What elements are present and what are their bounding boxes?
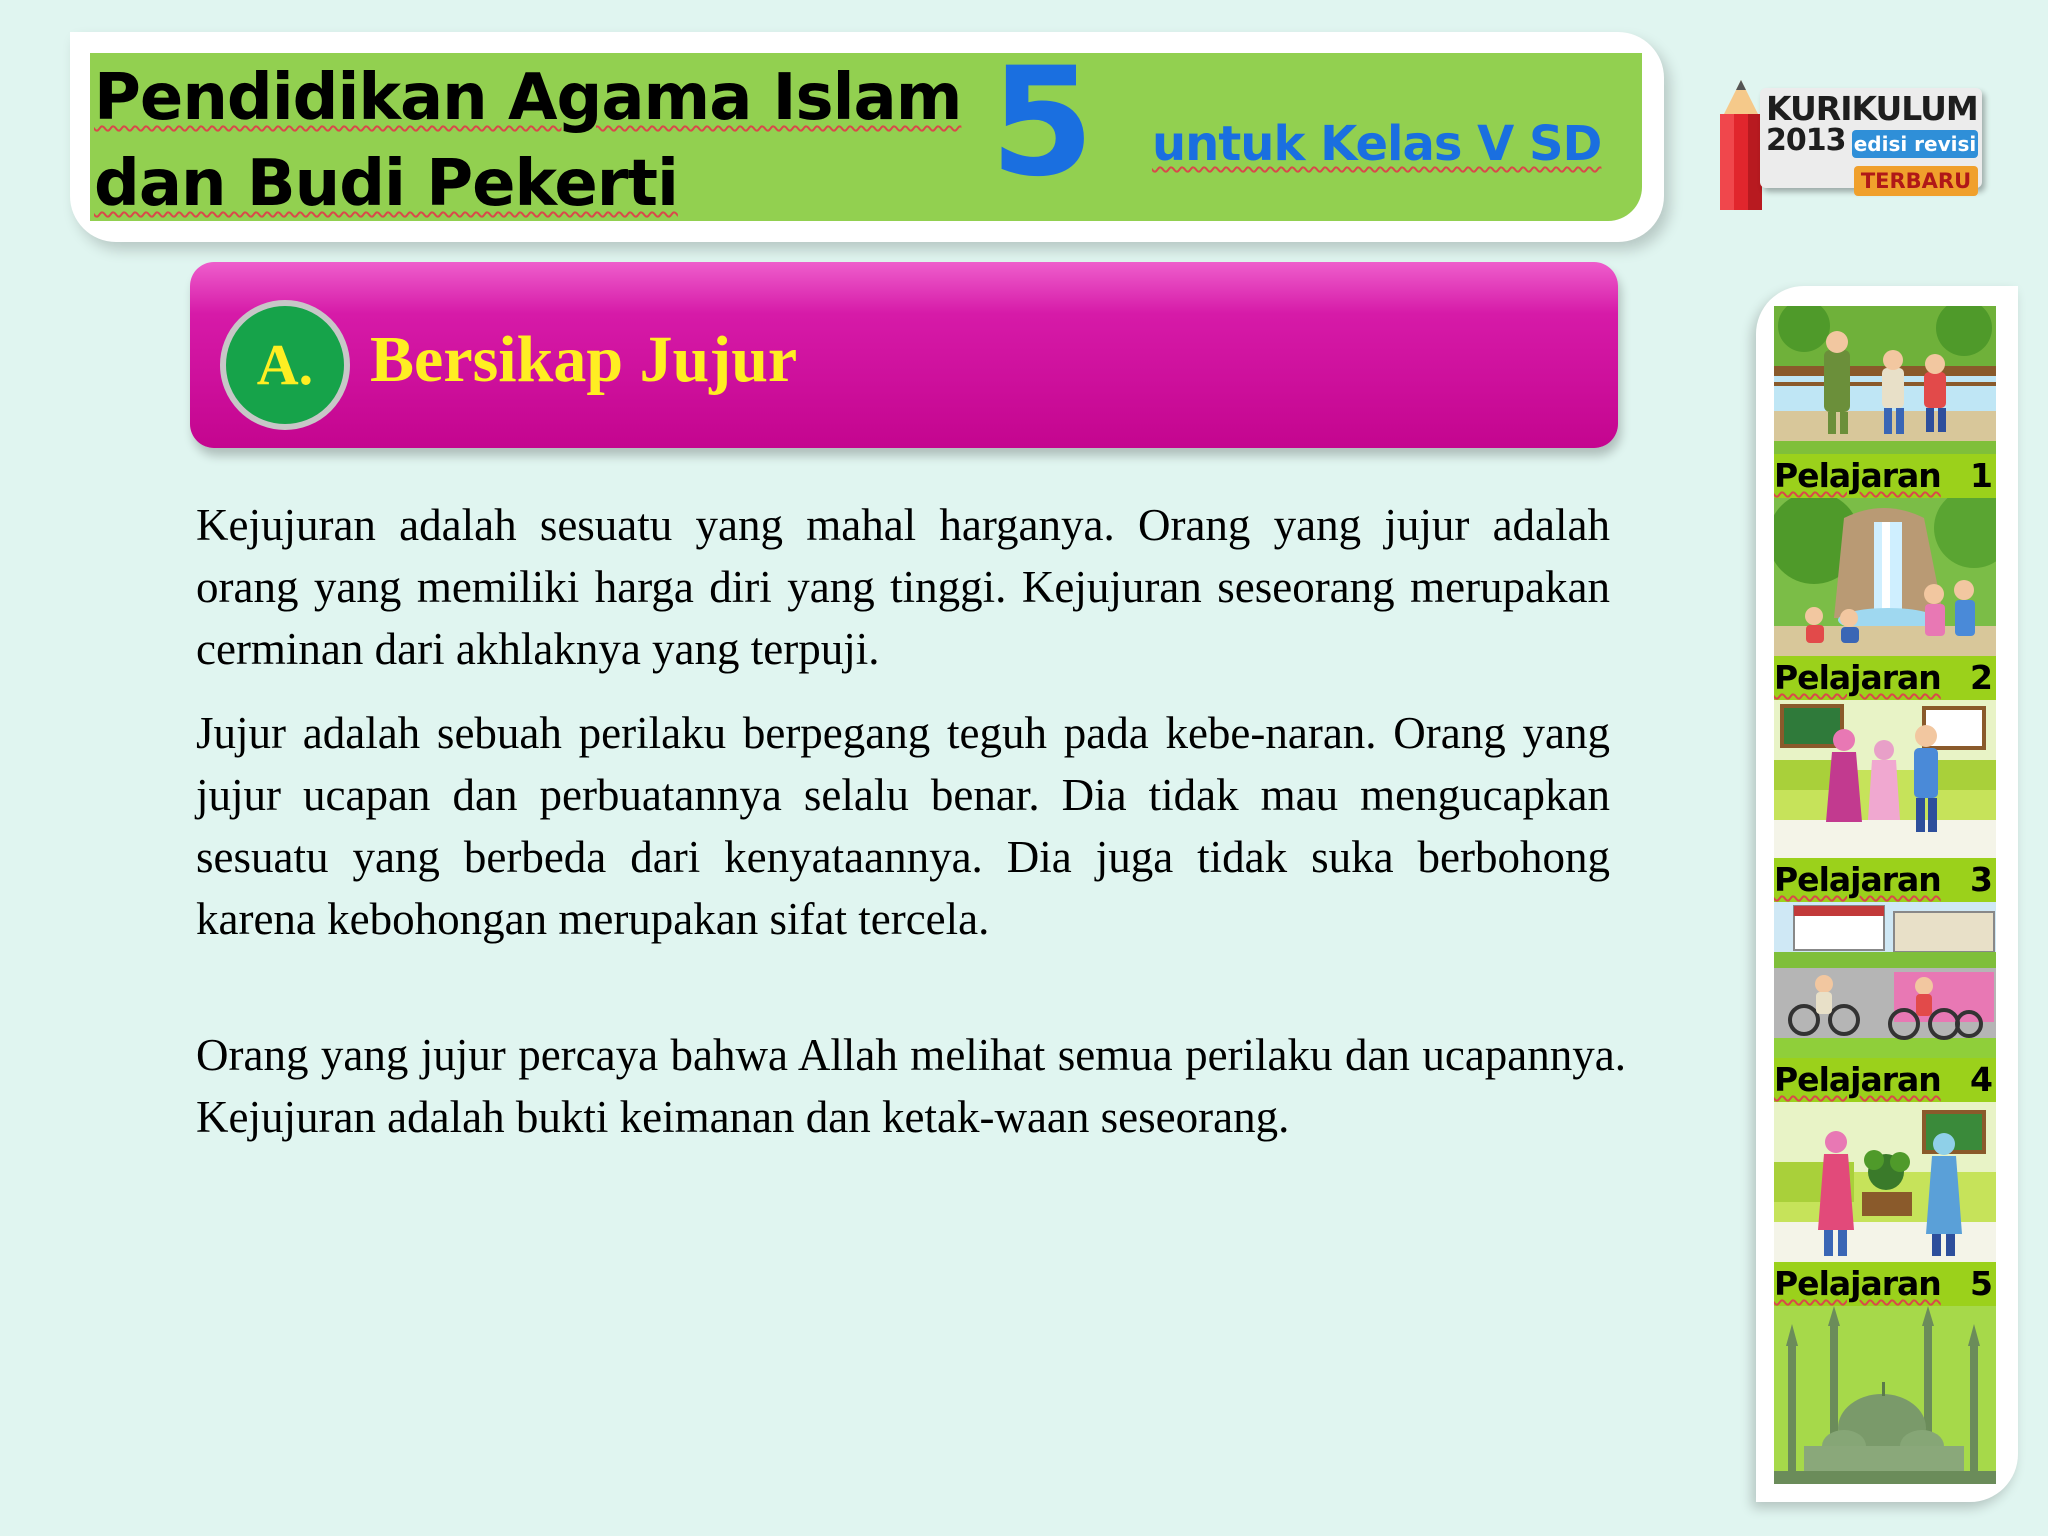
lesson-2-thumbnail[interactable] [1774,498,1996,658]
lesson-2-link[interactable]: Pelajaran 2 [1774,656,1996,700]
lesson-5-thumbnail[interactable] [1774,1102,1996,1266]
lesson-1-thumbnail[interactable] [1774,306,1996,456]
lesson-4-thumbnail[interactable] [1774,902,1996,1064]
badge-title: KURIKULUM [1766,89,1978,128]
section-letter: A. [220,300,350,430]
lesson-sidebar [1774,306,1996,1484]
paragraph-3: Orang yang jujur percaya bahwa Allah melihat semua perilaku dan ucapannya. Kejujuran adalah bukti keimanan dan ketak-waan seseorang. [196,1030,1626,1142]
mosque-illustration [1774,1306,1996,1484]
lesson-5-link[interactable]: Pelajaran 5 [1774,1262,1996,1306]
badge-edition: edisi revisi [1853,132,1977,156]
lesson-4-link[interactable]: Pelajaran 4 [1774,1058,1996,1102]
grade-label: untuk Kelas V SD [1152,116,1602,172]
lesson-3-thumbnail[interactable] [1774,700,1996,860]
paragraph-2: Jujur adalah sebuah perilaku berpegang teguh pada kebe-naran. Orang yang jujur ucapan dan perbuatannya selalu benar. Dia tidak mau mengucapkan sesuatu yang berbeda dari kenyataannya. Dia juga tidak suka berbohong karena kebohongan merupakan sifat tercela. [196,708,1610,944]
badge-new-tag: TERBARU [1854,166,1978,196]
lesson-3-link[interactable]: Pelajaran 3 [1774,858,1996,902]
lesson-1-link[interactable]: Pelajaran 1 [1774,454,1996,498]
badge-year: 2013 [1766,123,1846,158]
book-title-line-2: dan Budi Pekerti [94,147,678,221]
book-title-line-1: Pendidikan Agama Islam [94,61,962,135]
section-title: Bersikap Jujur [370,323,798,396]
grade-number: 5 [990,36,1095,210]
paragraph-1: Kejujuran adalah sesuatu yang mahal harganya. Orang yang jujur adalah orang yang memiliki harga diri yang tinggi. Kejujuran seseorang merupakan cerminan dari akhlaknya yang terpuji. [196,500,1610,674]
